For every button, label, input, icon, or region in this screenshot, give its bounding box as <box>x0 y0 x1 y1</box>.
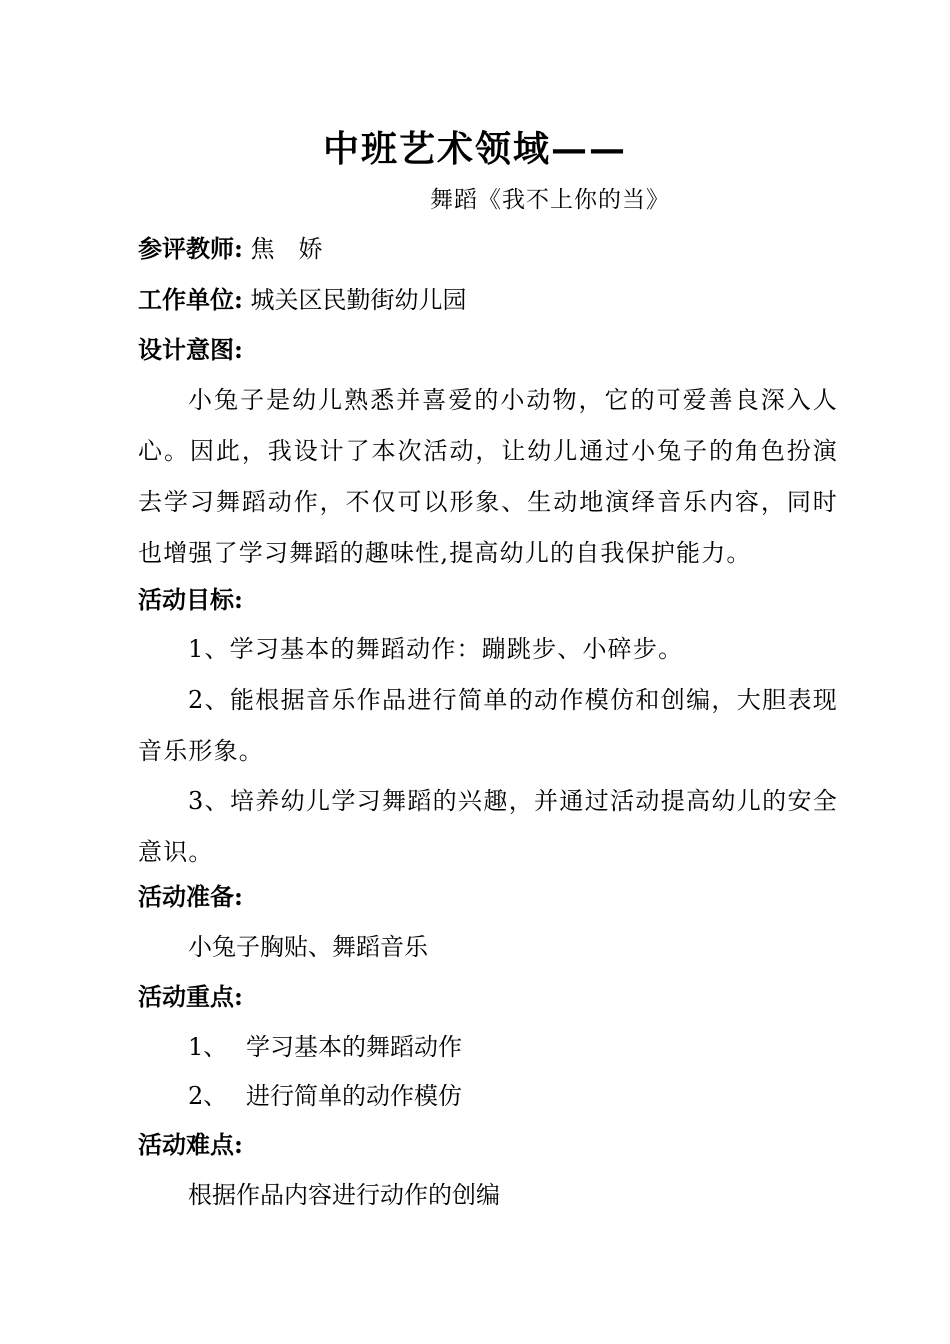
difficulty-text: 根据作品内容进行动作的创编 <box>188 1181 500 1209</box>
unit-value: 城关区民勤街幼儿园 <box>250 286 467 314</box>
key-point-text: 进行简单的动作模仿 <box>246 1082 462 1110</box>
intent-heading: 设计意图: <box>138 335 243 364</box>
goals-heading: 活动目标: <box>138 585 243 614</box>
document-title: 中班艺术领域—— <box>322 128 627 170</box>
goal-item-2: 2、能根据音乐作品进行简单的动作模仿和创编，大胆表现音乐形象。 <box>138 686 838 765</box>
goal-item-3: 3、培养幼儿学习舞蹈的兴趣，并通过活动提高幼儿的安全意识。 <box>138 787 838 866</box>
key-point-item-1 <box>188 1027 898 1067</box>
preparation-text: 小兔子胸贴、舞蹈音乐 <box>188 933 428 961</box>
difficulty-heading: 活动难点: <box>138 1130 243 1159</box>
key-point-item-2 <box>188 1076 898 1116</box>
key-point-number: 1、 <box>188 1033 228 1061</box>
unit-line <box>138 280 848 320</box>
key-point-number: 2、 <box>188 1082 228 1110</box>
intent-paragraph: 小兔子是幼儿熟悉并喜爱的小动物，它的可爱善良深入人心。因此，我设计了本次活动，让幼儿通过小兔子的角色扮演去学习舞蹈动作，不仅可以形象、生动地演绎音乐内容，同时也增强了学习舞蹈的趣味性,提高幼儿的自我保护能力。 <box>138 386 838 567</box>
key-point-text: 学习基本的舞蹈动作 <box>246 1033 462 1061</box>
teacher-label: 参评教师: <box>138 234 243 263</box>
unit-label: 工作单位: <box>138 285 243 314</box>
goal-item-1: 1、学习基本的舞蹈动作：蹦跳步、小碎步。 <box>188 635 684 663</box>
teacher-line <box>138 229 848 269</box>
teacher-name: 焦 娇 <box>250 235 323 263</box>
key-points-heading: 活动重点: <box>138 982 243 1011</box>
preparation-heading: 活动准备: <box>138 882 243 911</box>
document-subtitle: 舞蹈《我不上你的当》 <box>430 187 670 213</box>
